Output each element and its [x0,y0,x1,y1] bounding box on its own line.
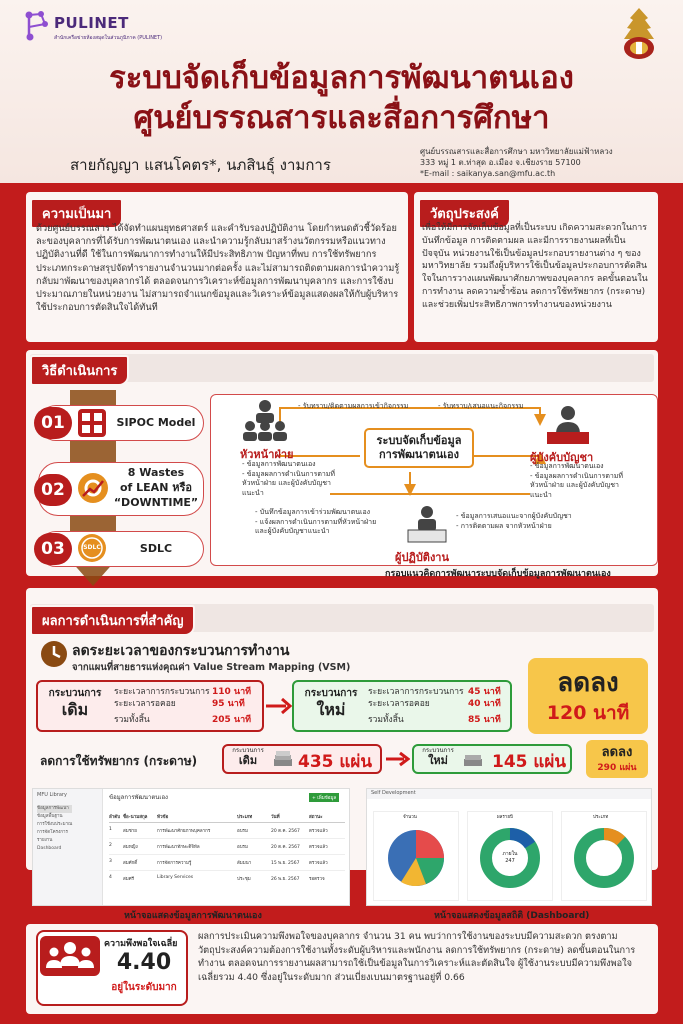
role-staff: ผู้ปฏิบัติงาน [395,551,450,564]
cell: สัมมนา [237,861,252,866]
arrow-label-exec: - รับทราบ/เสนอแนะกิจกรรม [438,402,524,410]
logo-name: PULINET [54,14,129,32]
cell: 2 [109,843,112,848]
new-row3-label: รวมทั้งสิ้น [368,715,404,725]
paper-stack-small-icon [462,750,484,768]
staff-icon [402,504,452,544]
chart-title: ประเภท [593,815,609,820]
cell: 20 ต.ค. 2567 [271,845,300,850]
col-header: วันที่ [271,815,280,820]
new-row1-value: 45 นาที [468,687,501,697]
new-title-1: กระบวนการ [304,688,358,699]
cell: Library Services [157,875,194,880]
satisfaction-value: 4.40 [116,950,172,975]
cell: อบรม [237,845,248,850]
screen1-add-button: + เพิ่มข้อมูล [309,793,339,802]
paper-new-label [416,747,460,767]
screen1-menu-item: Dashboard [37,846,62,851]
cell: ตรวจแล้ว [309,845,328,850]
paper-old-value: 435 แผ่น [298,752,372,772]
pie-chart-icon [381,823,451,893]
paper-old-label-2: เดิม [238,754,258,767]
poster-title-line2: ศูนย์บรรณสารและสื่อการศึกษา [133,100,550,136]
head-note: หัวหน้าฝ่าย และผู้บังคับบัญชา [242,479,331,487]
donut-center-label [475,851,545,865]
old-title-2: เดิม [61,700,89,719]
staff-note: - การติดตามผล จากหัวหน้าฝ่าย [456,521,552,530]
screen1-app-name: MFU Library [37,792,67,798]
right-arrow-icon [264,696,292,716]
cell: อบรม [237,829,248,834]
screen2-caption: หน้าจอแสดงข้อมูลสถิติ (Dashboard) [434,911,590,921]
exec-note: - ข้อมูลผลการดำเนินการตามที่ [530,471,624,480]
arrow-label-head: - รับทราบ/ติดตามผลการเข้ากิจกรรม [298,402,409,410]
logo-subtitle: สำนักเครือข่ายห้องสมุดในส่วนภูมิภาค (PULINET) [54,35,163,41]
old-row1-value: 110 นาที [212,687,252,697]
old-row3-label: รวมทั้งสิ้น [114,715,150,725]
cell: รอตรวจ [309,877,325,882]
time-subtitle: จากแผนที่สายธารแห่งคุณค่า Value Stream Mapping (VSM) [72,662,351,673]
chart-title: ผลรายปี [497,815,513,820]
new-row1-label: ระยะเวลาการกระบวนการ [368,687,464,697]
old-process-title [40,686,110,718]
screen1-table [109,813,345,886]
affiliation-line: ศูนย์บรรณสารและสื่อการศึกษา มหาวิทยาลัยแม่ฟ้าหลวง [420,147,613,156]
time-reduce-value: 120 นาที [546,702,630,724]
affiliation [420,146,670,179]
cell: 3 [109,859,112,864]
central-system-line2: การพัฒนาตนเอง [378,448,460,461]
old-row2-label: ระยะเวลารอคอย [114,699,176,709]
paper-right-arrow-icon [384,750,410,768]
col-header: สถานะ [309,815,323,820]
results-heading: ผลการดำเนินการที่สำคัญ [30,605,195,636]
paper-old-label-1: กระบวนการ [232,747,264,754]
staff-note: และผู้บังคับบัญชาแนะนำ [255,527,330,535]
col-header: ประเภท [237,815,253,820]
paper-title: ลดการใช้ทรัพยากร (กระดาษ) [40,754,198,768]
exec-note: แนะนำ [530,490,552,499]
background-text: ด้วยศูนย์บรรณสาร ได้จัดทำแผนยุทธศาสตร์ และคำรับรองปฏิบัติงาน โดยกำหนดตัวชี้วัดร้อยละของบุคลากรที่ได้รับการพัฒนาตนเอง และนำความรู้กลับมาสร้างนวัตกรรมหรือแนวทางปฏิบัติงานที่ดี ใช้ในการพัฒนาการทำงานให้มีประสิทธิภาพ ปัญหาที่พบ การใช้ทรัพยากรประเภทกระดาษสรุปจัดทำรายงานจำนวนมากต่อครั้ง และไม่สามารถติดตามผลการนำความรู้กลับมาพัฒนาของบุคลากรได้ ตลอดจนการวิเคราะห์ข้อมูลการพัฒนาบุคลากร และการใช้งบประมาณภายในหน่วยงาน ไม่สามารถจำแนกข้อมูลและวิเคราะห์ข้อมูลแสดงผลให้กับผู้บริหารใช้ประกอบการตัดสินใจได้ทันที [36,223,400,314]
staff-note: - บันทึกข้อมูลการเข้าร่วมพัฒนาตนเอง [255,508,371,516]
paper-reduce-value: 290 แผ่น [597,763,637,773]
poster-title-line1: ระบบจัดเก็บข้อมูลการพัฒนาตนเอง [109,60,574,96]
gear-growth-icon [77,472,109,504]
table-row [109,839,345,855]
new-row3-value: 85 นาที [468,715,501,725]
screen1-menu-item: การใช้งบประมาณ [37,822,73,827]
exec-note: - ข้อมูลการพัฒนาตนเอง [530,462,604,470]
summary-text: ผลการประเมินความพึงพอใจของบุคลากร จำนวน 31 คน พบว่าการใช้งานของระบบมีความสะดวก ตรงตามวัตถุประสงค์ความต้องการใช้งานทั้งระดับผู้บริหารและพนักงาน ลดการใช้ทรัพยากร (กระดาษ) ลดขั้นตอนในการทำงาน ตลอดจนการรายงานผลสามารถใช้เป็นข้อมูลในการวิเคราะห์และตัดสินใจ ผู้ใช้งานระบบมีความพึงพอใจ เฉลี่ยรวม 4.40 ซึ่งอยู่ในระดับมาก ส่วนเบี่ยงเบนมาตรฐานอยู่ที่ 0.66 [198,931,636,983]
table-row [109,871,345,886]
pulinet-logo-icon [24,10,50,42]
screen1-page-title: ข้อมูลการพัฒนาตนเอง [109,794,168,801]
method-label-lean-1: 8 Wastes [127,466,185,479]
method-heading: วิธีดำเนินการ [30,355,129,386]
head-note: - ข้อมูลผลการดำเนินการตามที่ [242,469,336,478]
new-process-title [296,686,366,718]
screen1-caption: หน้าจอแสดงข้อมูลการพัฒนาตนเอง [124,911,262,921]
method-label-lean-2: of LEAN หรือ [119,481,192,494]
chart-title: จำนวน [403,815,417,820]
time-reduce-label: ลดลง [557,668,619,698]
affiliation-line: 333 หมู่ 1 ต.ท่าสุด อ.เมือง จ.เชียงราย 57100 [420,158,581,167]
staff-note: - ข้อมูลการเสนอแนะจากผู้บังคับบัญชา [456,512,572,520]
screen1-menu-item: รายงาน [37,838,53,843]
new-row2-label: ระยะเวลารอคอย [368,699,430,709]
method-label-sdlc: SDLC [139,542,173,555]
cell: การจัดการความรู้ [157,861,192,866]
cell: 4 [109,875,112,880]
paper-new-label-2: ใหม่ [428,754,448,767]
cell: ประชุม [237,877,251,882]
old-row1-label: ระยะเวลาการกระบวนการ [114,687,210,697]
paper-old-label [226,747,270,767]
cell: ตรวจแล้ว [309,861,328,866]
col-header: หัวข้อ [157,815,169,820]
central-system-line1: ระบบจัดเก็บข้อมูล [376,434,462,447]
cell: ตรวจแล้ว [309,829,328,834]
screen1-menu-item: การจัดโครงการ [37,830,68,835]
method-label-lean-3: “DOWNTIME” [113,496,199,509]
method-num-03: 03 [34,533,72,565]
donut-chart-2-icon [569,823,639,893]
cell: การพัฒนาศักยภาพบุคลากร [157,829,211,834]
screen2-image [366,788,652,906]
old-row2-value: 95 นาที [212,699,245,709]
role-exec: ผู้บังคับบัญชา [530,451,594,464]
affiliation-email: *E-mail : saikanya.san@mfu.ac.th [420,169,556,178]
screen1-menu [37,805,72,853]
users-group-icon [40,936,100,976]
donut-center-text: ภายใน [502,851,518,857]
objective-text: เพื่อให้มีการจัดเก็บข้อมูลที่เป็นระบบ เกิดความสะดวกในการบันทึกข้อมูล การติดตามผล และมีการรายงานผลที่เป็นปัจจุบัน หน่วยงานใช้เป็นข้อมูลประกอบรายงานต่าง ๆ ของมหาวิทยาลัย รวมถึงผู้บริหารใช้เป็นข้อมูลประกอบการตัดสินใจในการวางแผนพัฒนาศักยภาพของบุคลากร ลดขั้นตอนในการทำงาน ลดความซ้ำซ้อน ลดการใช้ทรัพยากร (กระดาษ) และช่วยเพิ่มประสิทธิภาพการทำงานของหน่วยงาน [422,223,648,310]
col-header: ชื่อ-นามสกุล [123,815,148,820]
executive-icon [545,404,591,446]
screen2-app-name: Self Development [371,790,416,796]
exec-notes [530,462,654,500]
head-notes [242,460,360,498]
role-head: หัวหน้าฝ่าย [240,448,294,461]
background-heading: ความเป็นมา [30,198,123,229]
paper-new-value: 145 แผ่น [492,752,566,772]
paper-stack-icon [272,750,294,768]
cell: การพัฒนาทักษะดิจิทัล [157,845,200,850]
old-title-1: กระบวนการ [48,688,102,699]
old-row3-value: 205 นาที [212,715,252,725]
method-num-01: 01 [34,407,72,439]
new-title-2: ใหม่ [316,700,346,719]
screen1-menu-item: ข้อมูลการพัฒนา [37,805,72,813]
central-system-box [364,428,474,468]
cell: 26 พ.ย. 2567 [271,877,300,882]
table-row [109,823,345,839]
satisfaction-level: อยู่ในระดับมาก [111,982,177,993]
sipoc-grid-icon [77,408,107,438]
head-note: - ข้อมูลการพัฒนาตนเอง [242,460,316,468]
table-row [109,855,345,871]
staff-left-notes [255,508,405,537]
head-team-icon [240,398,290,442]
staff-note: - แจ้งผลการดำเนินการตามที่หัวหน้าฝ่าย [255,517,377,526]
new-row2-value: 40 นาที [468,699,501,709]
sdlc-badge-text: SDLC [83,544,101,551]
cell: สมชาย [123,829,137,834]
cell: สมศักดิ์ [123,861,138,866]
time-title: ลดระยะเวลาของกระบวนการทำงาน [72,643,290,659]
cell: 15 พ.ย. 2567 [271,861,300,866]
authors: สายกัญญา แสนโคตร*, นภสินธุ์ งามการ [70,156,331,174]
satisfaction-label: ความพึงพอใจเฉลี่ย [104,939,178,949]
paper-new-label-1: กระบวนการ [422,747,454,754]
cell: สมหญิง [123,845,138,850]
col-header: ลำดับ [109,815,121,820]
method-label-lean [112,465,200,510]
method-num-02: 02 [34,474,72,506]
pulinet-logo [24,10,194,52]
paper-reduce-label: ลดลง [601,745,633,760]
framework-caption: กรอบแนวคิดการพัฒนาระบบจัดเก็บข้อมูลการพัฒนาตนเอง [385,569,611,579]
exec-note: หัวหน้าฝ่าย และผู้บังคับบัญชา [530,481,619,489]
donut-center-value: 247 [505,858,515,864]
cell: 20 ต.ค. 2567 [271,829,300,834]
screen1-table-header [109,813,345,823]
screen1-menu-item: ข้อมูลพื้นฐาน [37,814,63,819]
staff-right-notes [456,512,586,531]
head-note: แนะนำ [242,488,264,497]
screen1-image [32,788,350,906]
objective-heading: วัตถุประสงค์ [418,198,511,229]
cell: 1 [109,827,112,832]
method-label-sipoc: SIPOC Model [116,416,196,429]
clock-icon [40,640,68,668]
cell: สมศรี [123,877,134,882]
